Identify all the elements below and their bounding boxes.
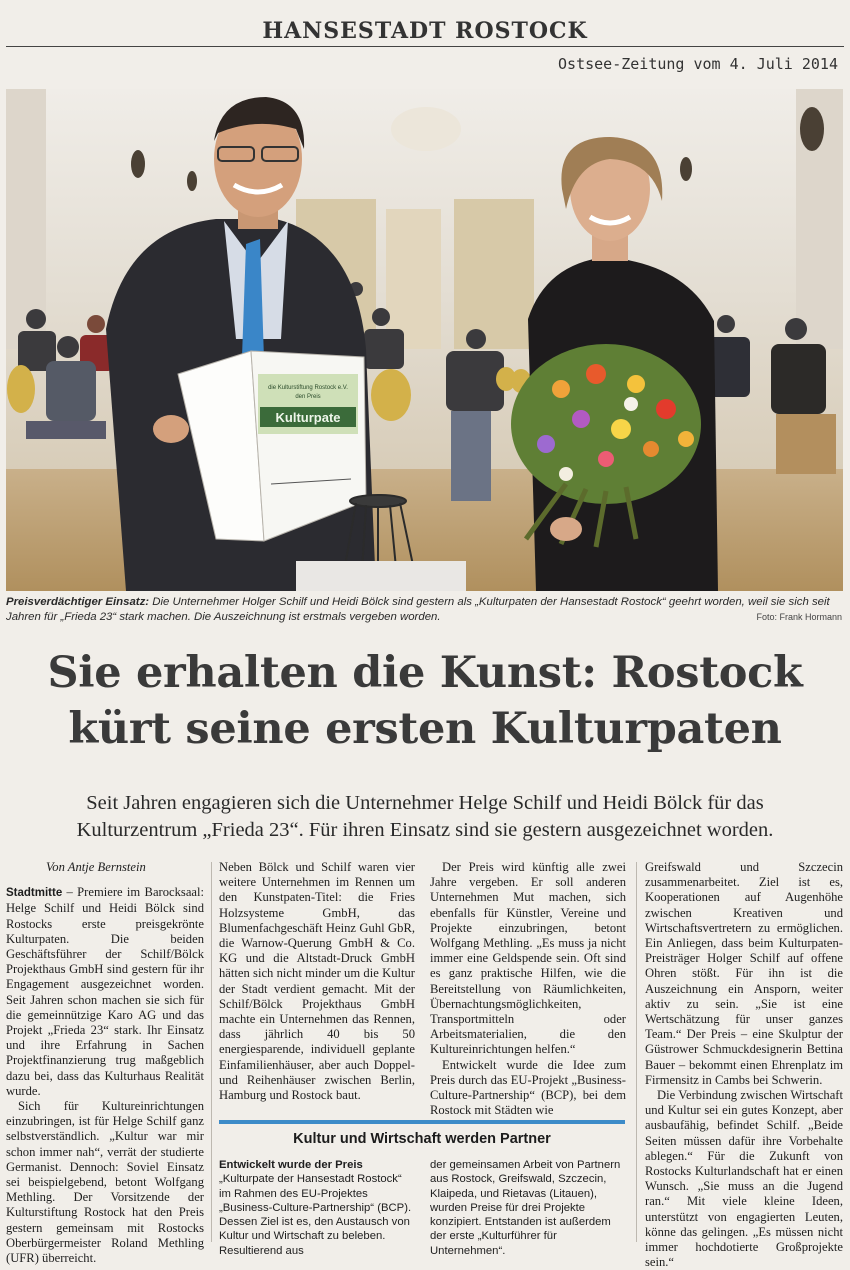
infobox-title: Kultur und Wirtschaft werden Partner [293,1131,551,1147]
byline: Von Antje Bernstein [46,860,146,874]
svg-text:Kulturpate: Kulturpate [275,410,341,425]
article-headline [0,645,850,757]
svg-text:die Kulturstiftung Rostock e.V: die Kulturstiftung Rostock e.V. [268,385,348,391]
source-date: Ostsee-Zeitung vom 4. Juli 2014 [558,55,838,73]
article-subheadline: Seit Jahren engagieren sich die Unternehmer Helge Schilf und Heidi Bölck für das Kulturzentrum „Frieda 23“. Für ihren Einsatz sind sie gestern ausgezeichnet worden. [76,792,774,841]
paragraph: Sich für Kultureinrichtungen einzubringen, ist für Helge Schilf ganz selbstverständlich. „Kultur war mir schon immer nah“, verrät der studierte Germanist. Dennoch: Soviel Einsatz sei beispielgebend, betont Wolfgang Methling. Der Vorsitzende der Kulturstiftung Rostock hat den Preis gestern gemeinsam mit Rostocks Oberbürgermeister Roland Methling (UFR) überreicht. [6,1099,204,1266]
caption-text: Die Unternehmer Holger Schilf und Heidi Bölck sind gestern als „Kulturpaten der Hansestadt Rostock“ geehrt worden, weil sie sich seit Jahren für „Frieda 23“ stark machen. Die Auszeichnung ist erstmals vergeben worden. [6,596,830,623]
paragraph: der gemeinsamen Arbeit von Partnern aus Rostock, Greifswald, Szczecin, Klaipeda, und Rietavas (Litauen), wurden Preise für drei Projekte konzipiert. Entstanden ist außerdem der erste „Kulturführer für Unternehmen“. [430,1159,621,1257]
paragraph: Entwickelt wurde die Idee zum Preis durch das EU-Projekt „Business-Culture-Partnership“ (BCP), bei dem Rostock mit Städten wie [430,1057,626,1118]
section-title: HANSESTADT ROSTOCK [262,18,588,44]
caption-lead: Preisverdächtiger Einsatz: [6,596,150,608]
article-column-3 [430,860,626,1118]
paragraph: Die Verbindung zwischen Wirtschaft und Kultur sei ein gutes Konzept, aber ausbaufähig, befindet Schilf. „Beide Seiten müssen dafür ihre Vorbehalte ablegen.“ Für die Zukunft von Rostocks Kulturlandschaft hat er einen Wunsch. „Sie muss an die Jugend ran.“ Mit viele kleine Ideen, unterstützt von engagierten Leuten, könne das gelingen. „Es müssen nicht immer hochdotierte Großprojekte sein.“ [645,1088,843,1270]
article-column-2 [219,860,415,1103]
paragraph: Neben Bölck und Schilf waren vier weitere Unternehmen im Rennen um den Kunstpaten-Titel: die Fries Holzsysteme GmbH, das Blumenfachgeschäft Heinz Guhl GbR, die Warnow-Querung GmbH & Co. KG und die Altstadt-Druck GmbH hätten sich nicht minder um die Kultur der Stadt verdient gemacht. Mit der Schilf/Bölck Projekthaus GmbH machte ein Unternehmen das Rennen, dass jährlich 40 bis 50 energiesparende, individuell geplante Einfamilienhäuser, aber auch Doppel- und Reihenhäuser zwischen Berlin, Hamburg und Rostock baut. [219,860,415,1103]
infobox-column-1 [219,1158,415,1258]
column-divider [211,862,212,1242]
svg-text:den Preis: den Preis [295,394,321,400]
photo-caption [6,595,844,625]
paragraph: Der Preis wird künftig alle zwei Jahre vergeben. Er soll anderen Unternehmen Mut machen, sich ebenfalls für Künstler, Vereine und Projekte einzubringen, betont Wolfgang Methling. „Es muss ja nicht immer eine Geldspende sein. Oft sind es ganz praktische Hilfen, wie die Bereitstellung von Räumlichkeiten, Übernachtungsmöglichkeiten, Transportmitteln oder Arbeitsmaterialien, die den Kultureinrichtungen helfen.“ [430,860,626,1057]
column-divider [636,862,637,1242]
infobox-rule [219,1120,625,1124]
infobox-lead: Entwickelt wurde der Preis [219,1159,363,1171]
award-ceremony-image [6,89,843,591]
headline-line-1: Sie erhalten die Kunst: Rostock [47,648,803,698]
paragraph: Entwickelt wurde der Preis „Kulturpate der Hansestadt Rostock“ im Rahmen des EU-Projektes „Business-Culture-Partnership“ (BCP). Dessen Ziel ist es, den Austausch von Kultur und Wirtschaft zu beleben. Resultierend aus [219,1159,412,1257]
header-rule [6,46,844,47]
headline-line-2: kürt seine ersten Kulturpaten [68,704,782,754]
article-column-4 [645,860,843,1270]
dateline: Stadtmitte [6,887,63,900]
paragraph: Stadtmitte – Premiere im Barocksaal: Helge Schilf und Heidi Bölck sind Rostocks erste preisgekrönte Kulturpaten. Die beiden Geschäftsführer der Schilf/Bölck Projekthaus GmbH sind gestern für ihr Engagement ausgezeichnet worden. Seit Jahren schon machen sie sich für die gemeinnützige Karo AG und das Projekt „Frieda 23“ stark. Ihr Einsatz und ihre Erfahrung in Sachen Projektfinanzierung trug maßgeblich dazu bei, dass das Kulturhaus Realität wurde. [6,885,204,1098]
article-photo [6,89,843,591]
photo-credit: Foto: Frank Hormann [756,612,842,622]
infobox-column-2 [430,1158,626,1258]
paragraph: Greifswald und Szczecin zusammenarbeitet. Ziel ist es, Kooperationen auf Augenhöhe zwischen Kreativen und Wirtschaftsvertretern zu ermöglichen. Ein Anliegen, dass beim Kulturpaten-Preisträger Holger Schilf auf offene Ohren stößt. Für ihn ist die Auszeichnung ein Ansporn, weiter aktiv zu sein. „Sie ist eine Wertschätzung für unser ganzes Team.“ Der Preis – eine Skulptur der Güstrower Schmuckdesignerin Bettina Bauer – bekommt einen Ehrenplatz im Firmensitz in Cambs bei Schwerin. [645,860,843,1087]
article-column-1 [6,860,204,1266]
